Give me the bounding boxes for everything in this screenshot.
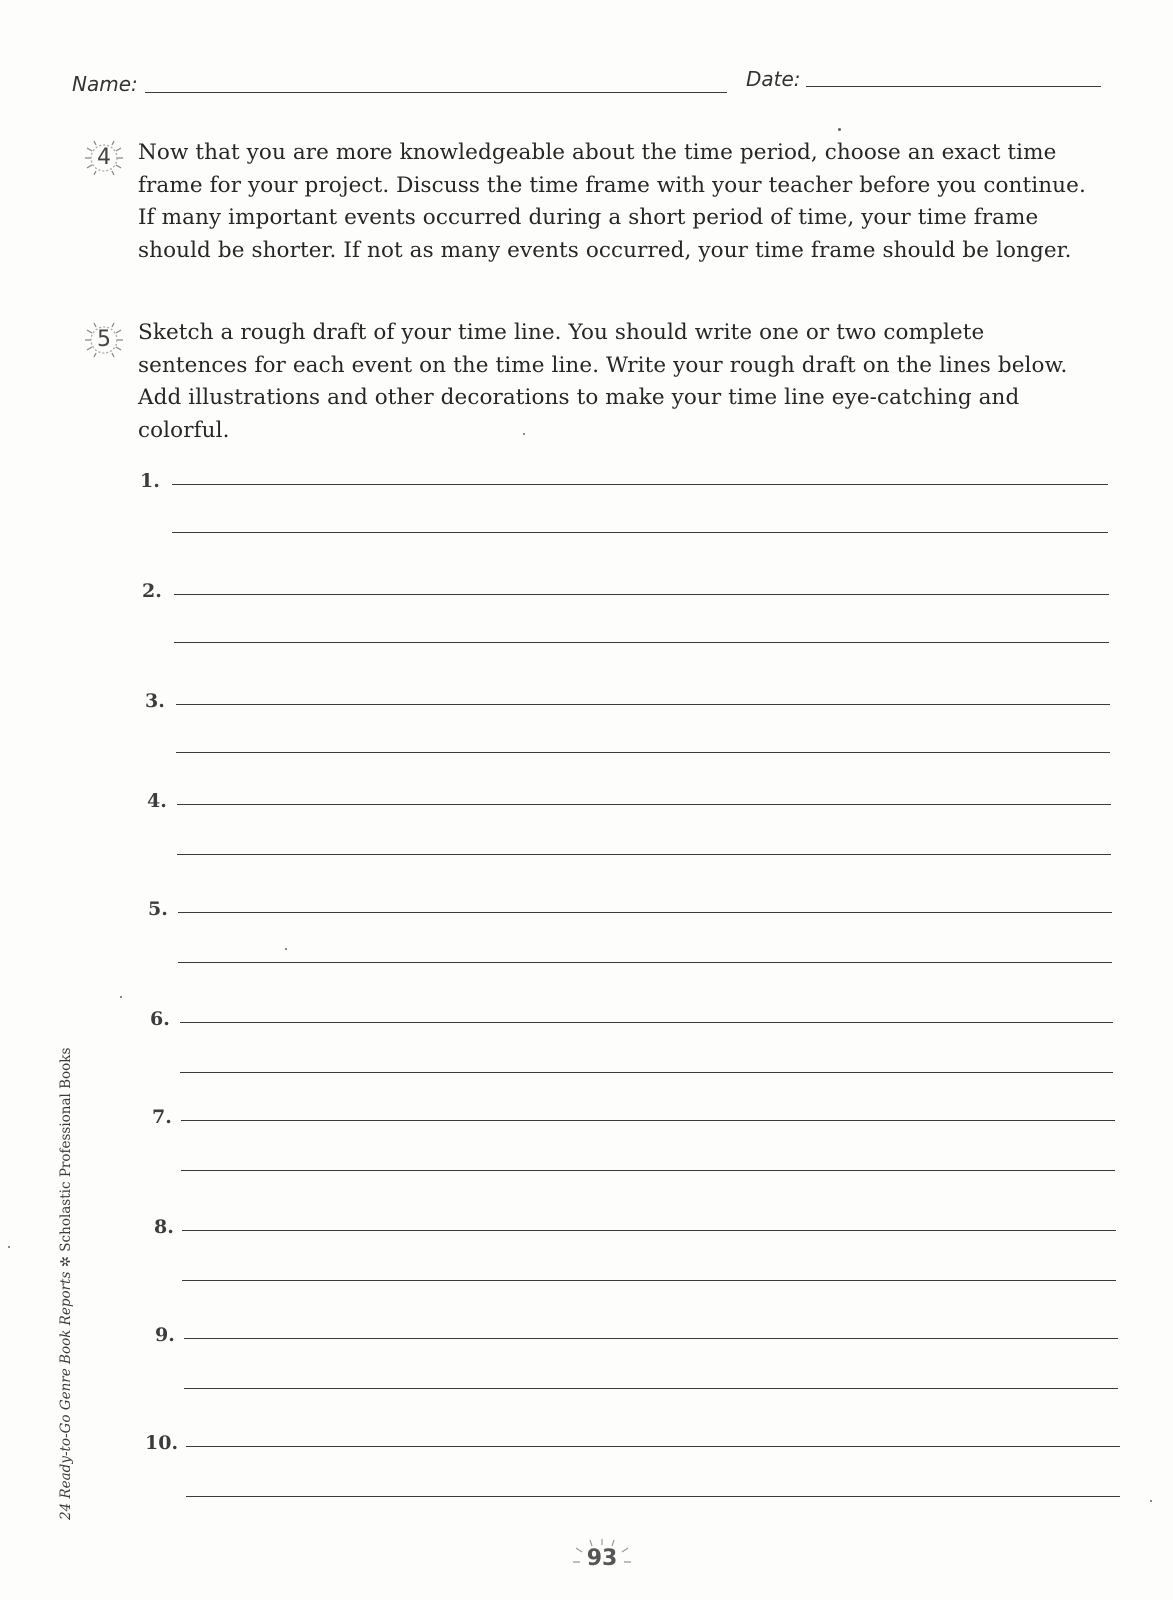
answer-line[interactable] bbox=[180, 1022, 1113, 1023]
name-label: Name: bbox=[72, 72, 138, 96]
entry-number: 6. bbox=[150, 1008, 170, 1030]
entry-number: 7. bbox=[152, 1106, 172, 1128]
answer-line[interactable] bbox=[172, 532, 1108, 533]
answer-line[interactable] bbox=[174, 594, 1109, 595]
answer-line[interactable] bbox=[184, 1388, 1118, 1389]
entry-number: 9. bbox=[155, 1324, 175, 1346]
scan-speck bbox=[523, 433, 525, 435]
page-number: 93 bbox=[586, 1546, 618, 1571]
answer-line[interactable] bbox=[177, 854, 1111, 855]
step-5-text: Sketch a rough draft of your time line. You should write one or two complete sentences for each event on the time line. Write your rough draft on the lines below. Add illustrations and other decorations to make your time line eye-catching and colorful. bbox=[138, 320, 1068, 443]
step-5-badge bbox=[82, 322, 126, 358]
scan-speck bbox=[8, 1246, 10, 1248]
answer-line[interactable] bbox=[178, 962, 1112, 963]
answer-line[interactable] bbox=[177, 804, 1111, 805]
answer-line[interactable] bbox=[172, 484, 1108, 485]
entry-number: 5. bbox=[148, 898, 168, 920]
page-number-badge bbox=[570, 1538, 634, 1586]
answer-line[interactable] bbox=[181, 1170, 1115, 1171]
scan-speck bbox=[838, 128, 841, 131]
credit-title: 24 Ready-to-Go Genre Book Reports bbox=[58, 1271, 74, 1520]
answer-line[interactable] bbox=[180, 1072, 1113, 1073]
step-5 bbox=[82, 322, 1092, 452]
date-field[interactable] bbox=[806, 86, 1101, 87]
side-credit bbox=[58, 1048, 74, 1520]
answer-line[interactable] bbox=[176, 704, 1110, 705]
step-4-text: Now that you are more knowledgeable about the time period, choose an exact time frame for your project. Discuss the time frame with your teacher before you continue. If many important events occurred during a short period of time, your time frame should be shorter. If not as many events occurred, your time frame should be longer. bbox=[138, 140, 1086, 263]
entry-number: 2. bbox=[142, 580, 162, 602]
answer-line[interactable] bbox=[186, 1496, 1120, 1497]
answer-line[interactable] bbox=[178, 912, 1112, 913]
answer-line[interactable] bbox=[182, 1280, 1116, 1281]
step-4-number: 4 bbox=[97, 145, 111, 170]
date-label: Date: bbox=[746, 67, 801, 91]
entry-number: 4. bbox=[147, 790, 167, 812]
answer-line[interactable] bbox=[186, 1446, 1120, 1447]
credit-separator: ✲ bbox=[58, 1255, 74, 1268]
step-5-number: 5 bbox=[97, 327, 111, 352]
entry-number: 1. bbox=[140, 470, 160, 492]
step-4 bbox=[82, 140, 1092, 300]
entry-number: 3. bbox=[145, 690, 165, 712]
answer-line[interactable] bbox=[176, 752, 1110, 753]
answer-line[interactable] bbox=[174, 642, 1109, 643]
answer-line[interactable] bbox=[182, 1230, 1116, 1231]
entry-number: 8. bbox=[154, 1216, 174, 1238]
answer-line[interactable] bbox=[181, 1120, 1115, 1121]
credit-publisher: Scholastic Professional Books bbox=[58, 1047, 74, 1252]
scan-speck bbox=[285, 948, 287, 950]
step-4-badge bbox=[82, 140, 126, 176]
scan-speck bbox=[1150, 1500, 1152, 1502]
name-field[interactable] bbox=[145, 92, 727, 93]
entry-number: 10. bbox=[145, 1432, 179, 1454]
answer-line[interactable] bbox=[184, 1338, 1118, 1339]
scan-speck bbox=[120, 996, 122, 998]
